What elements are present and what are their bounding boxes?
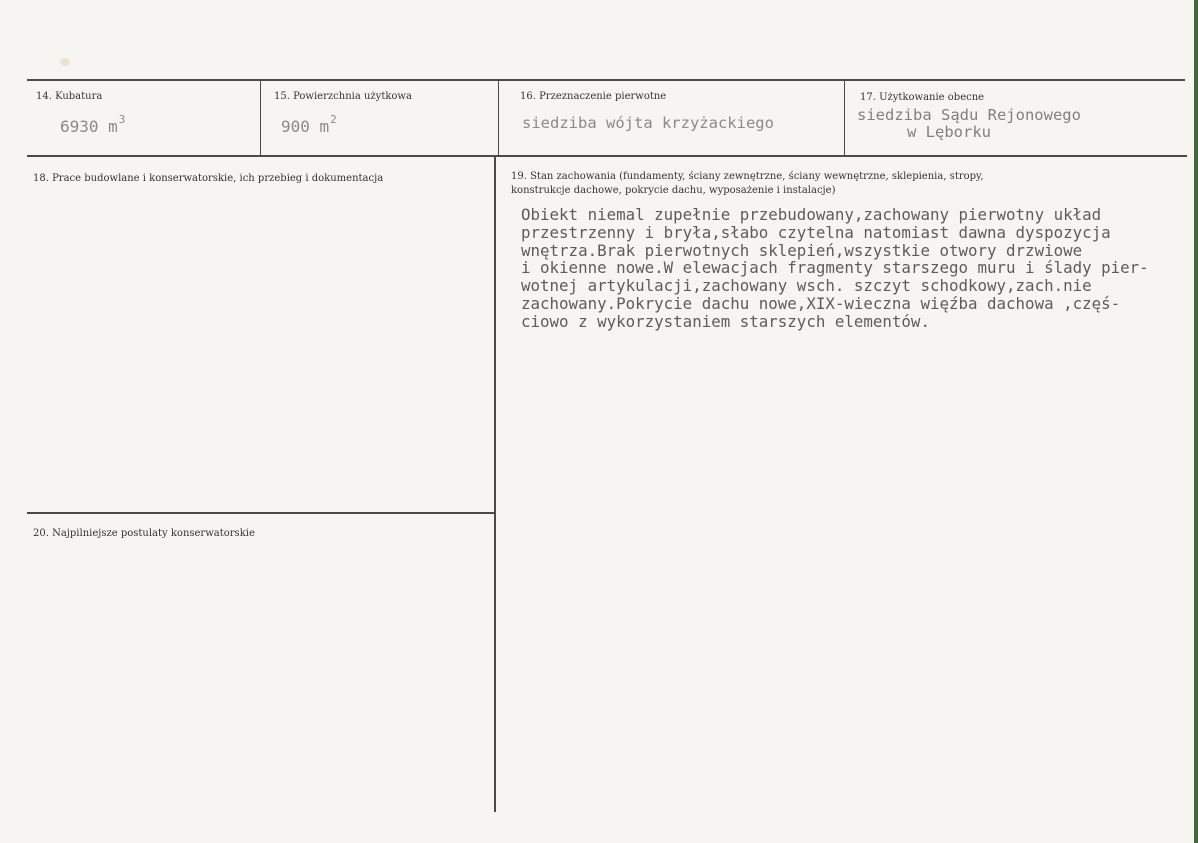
field-19-label-line1: 19. Stan zachowania (fundamenty, ściany zewnętrzne, ściany wewnętrzne, sklepienia, stropy,: [511, 171, 984, 182]
divider-18-19: [494, 157, 496, 812]
field-19-line-4: i okienne nowe.W elewacjach fragmenty starszego muru i ślady pier-: [521, 258, 1149, 278]
divider-16-17: [844, 81, 845, 156]
field-19-line-7: ciowo z wykorzystaniem starszych elementów.: [521, 311, 930, 331]
row1-bottom-rule: [27, 155, 1187, 157]
field-17-value-line2: w Lęborku: [907, 123, 991, 141]
field-19-line-2: przestrzenny i bryła,słabo czytelna natomiast dawna dyspozycja: [521, 222, 1111, 242]
field-15-value: [281, 113, 337, 136]
field-15-exponent: 2: [330, 113, 337, 126]
field-14-exponent: 3: [118, 113, 126, 126]
field-19-typed-text: [521, 206, 1149, 331]
section20-top-rule: [27, 512, 495, 514]
field-16-label: 16. Przeznaczenie pierwotne: [520, 91, 667, 102]
paper-stain: [60, 58, 70, 66]
field-17-value-line1: siedziba Sądu Rejonowego: [857, 106, 1081, 124]
field-19-line-1: Obiekt niemal zupełnie przebudowany,zachowany pierwotny układ: [521, 205, 1102, 224]
field-19-line-3: wnętrza.Brak pierwotnych sklepień,wszystkie otwory drzwiowe: [521, 240, 1083, 260]
field-15-label: 15. Powierzchnia użytkowa: [274, 91, 412, 102]
field-17-label: 17. Użytkowanie obecne: [860, 92, 985, 103]
divider-14-15: [260, 81, 261, 156]
field-16-value: siedziba wójta krzyżackiego: [522, 114, 774, 132]
divider-15-16: [498, 81, 499, 156]
field-14-number: 6930 m: [60, 117, 118, 136]
right-edge-strip: [1194, 0, 1198, 843]
field-14-label: 14. Kubatura: [36, 91, 103, 102]
field-19-label-line2: konstrukcje dachowe, pokrycie dachu, wyposażenie i instalacje): [511, 185, 836, 196]
field-15-number: 900 m: [281, 117, 330, 136]
field-19-line-5: wotnej artykulacji,zachowany wsch. szczyt schodkowy,zach.nie: [521, 276, 1092, 296]
field-19-line-6: zachowany.Pokrycie dachu nowe,XIX-wieczna więźba dachowa ,częś-: [521, 293, 1121, 313]
field-14-value: [60, 113, 126, 136]
field-20-label: 20. Najpilniejsze postulaty konserwatorskie: [33, 528, 255, 539]
top-rule: [27, 79, 1185, 81]
field-18-label: 18. Prace budowlane i konserwatorskie, ich przebieg i dokumentacja: [33, 173, 384, 184]
